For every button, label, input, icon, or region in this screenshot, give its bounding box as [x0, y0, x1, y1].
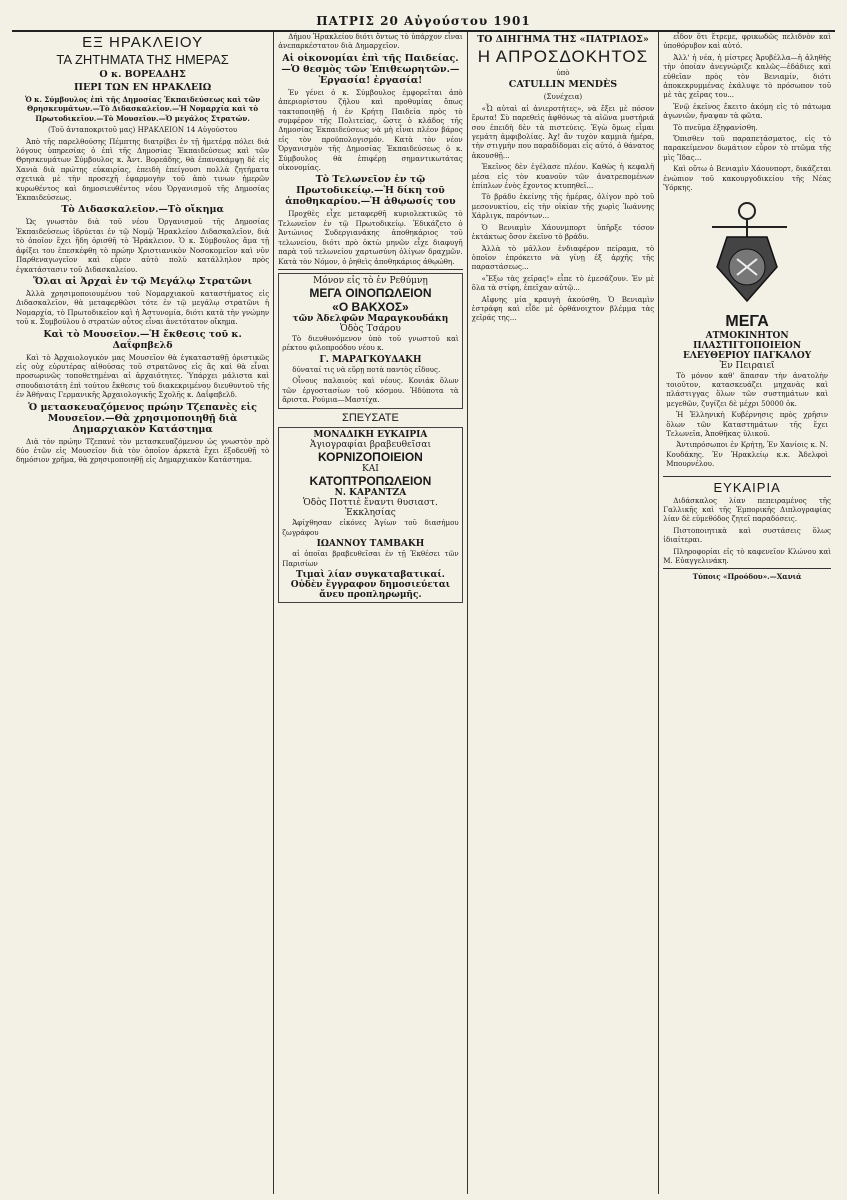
paragraph: Ἐνῷ ἐκεῖνος ἔκειτο ἀκόμη εἰς τὸ πάτωμα ἀγωνιῶν, ἤναψαν τὰ φῶτα.: [663, 101, 832, 121]
section-heading: Τὸ Διδασκαλεῖον.—Τὸ οἴκημα: [61, 204, 224, 216]
ad-body: Πιστοποιητικὰ καὶ συστάσεις ὅλως ἰδιαίτεραι.: [663, 525, 832, 545]
paragraph: «Ὦ αὐταὶ αἱ ἀνιεροτήτες», νὰ ἔξει μὲ πόσον ἔρωτα! Σὺ παρεθεὶς ἀφθόνως τὰ αἰῶνα μυστήριά σου ἐπειδὴ δὲν τὰ πιστεύεις. Ἐγὼ ὅμως εἶμαι γεμάτη ἀμφιβολίας. Ἀχ! ἂν τυχὸν καμμιὰ ἡμέρα, τὴν στιγμὴν που παραδίδομαι εἰς αὐτό, ὁ θάνατος ἀκουσθῇ...: [471, 103, 655, 160]
ad-line: ΕΛΕΥΘΕΡΙΟΥ ΠΑΓΚΑΛΟΥ: [683, 350, 812, 361]
story-author: CATULLIN MENDÈS: [508, 79, 618, 91]
ad-body: αἱ ὁποῖαι βραβευθεῖσαι ἐν τῇ Ἐκθέσει τῶν Παρισίων: [282, 549, 459, 568]
ad-line: Ὁδὸς Τσάρου: [339, 323, 401, 334]
printer-line: Τύποις «Προόδου».—Χανιά: [692, 572, 802, 582]
continuation: (Συνέχεια): [543, 92, 583, 102]
section-heading: Ὁ μετασκευαζόμενος πρώην Τζεπανὲς εἰς Μουσεῖον.—Θὰ χρησιμοποιηθῇ διὰ Δημαρχιακὸν Κατάστημα: [28, 401, 257, 435]
paragraph: Τὸ πνεῦμα ἐξηφανίσθη.: [673, 122, 758, 132]
paragraph: Ἐκεῖνος δὲν ἐγέλασε πλέον. Καθὼς ἡ κεφαλὴ μέσα εἰς τὸν κυανοῦν τῶν ἀνατρεπομένων ἐπίπλων ἐνὸς ἔχοντος κτυπηθεῖ...: [471, 162, 655, 191]
ad-body: Οἶνους παλαιοὺς καὶ νέους. Κονιάκ ὅλων τῶν ἐργοστασίων τοῦ κόσμου. Ἡδύποτα τὰ ἄριστα. Ρούμια—Μαστίχα.: [282, 376, 459, 404]
opportunity-title: ΕΥΚΑΙΡΙΑ: [713, 479, 781, 495]
byline-label: ὑπὸ: [556, 68, 570, 77]
ad-title: ΜΕΓΑ: [725, 312, 769, 330]
ad-body: Ἡ Ἑλληνικὴ Κυβέρνησις πρὸς χρῆσιν ὅλων τῶν Καταστημάτων τῆς ἔχει Τελωνεῖα, Ἀποθῆκας ὑλικοῦ.: [666, 410, 829, 438]
scale-illustration-icon: [692, 197, 802, 307]
divider: [278, 269, 462, 270]
paragraph: Προχθὲς εἶχε μεταφερθῆ κυριολεκτικῶς τὸ Τελωνεῖον ἐν τῷ Πρωτοδικείῳ. Ἐδικάζετο ὁ Ἀντώνιος Συδεργιανάκης ἀποθηκάριος τοῦ τελωνείου, διότι πρὸ ὀκτὼ μηνῶν εἶχε διαφυγῆ παρὰ τοῦ τελωνείου χαρτωσύνη ὀλίγων δραχμῶν. Κατὰ τὸν Νόμον, ὁ ῥηθεὶς ἀποθηκάριος ἀθῳώθη.: [278, 209, 463, 266]
dateline: (Τοῦ ἀνταποκριτοῦ μας) ΗΡΑΚΛΕΙΟΝ 14 Αὐγούστου: [47, 125, 238, 135]
section-heading: Αἱ οἰκονομίαι ἐπὶ τῆς Παιδείας.—Ὁ θεσμὸς τῶν Ἐπιθεωρητῶν.—Ἐργασία! ἐργασία!: [281, 52, 460, 86]
ad-body: Τὸ διευθυνόμενον ὑπὸ τοῦ γνωστοῦ καὶ ρέκτου φιλοπροόδου νέου κ.: [282, 333, 459, 353]
column-1: [12, 32, 274, 1194]
column-3: [468, 32, 660, 1194]
ad-line: ΑΤΜΟΚΙΝΗΤΟΝ ΠΛΑΣΤΙΓΓΟΠΟΙΕΙΟΝ: [693, 330, 802, 351]
paragraph: Ὡς γνωστὸν διὰ τοῦ νέου Ὀργανισμοῦ τῆς Δημοσίας Ἐκπαιδεύσεως ἱδρύεται ἐν τῷ Νομῷ Ἡρακλείου Διδασκαλεῖον, διὰ τὸ ὁποῖον ἔχει ἤδη ὁρισθῆ τὸ Ἡράκλειον. Ὁ κ. Σύμβουλος ἅμα τῇ ἀφίξει του ἐπεσκέφθη τὸ πρώην Χριστιανικὸν Νοσοκομεῖον καὶ νῦν Παρθεναγωγεῖον καὶ εὗρεν αὐτὸ πολὺ κατάλληλον πρὸς ἐγκατάστασιν τοῦ Διδασκαλείου.: [16, 217, 270, 274]
paragraph: Ὁ Βενιαμὶν Χάουνμπορτ ὑπῆρξε τόσον ἐκτάκτως ὅσον ἐκεῖνο τὸ βράδυ.: [471, 222, 655, 242]
section-heading: Ὅλαι αἱ Ἀρχαὶ ἐν τῷ Μεγάλῳ Στρατῶνι: [33, 275, 253, 287]
paragraph: Αἴφνης μία κραυγὴ ἀκούσθη. Ὁ Βενιαμὶν ἐστράφη καὶ εἶδε μὲ ὀρθάνοιχτον βλέμμα τὰς χεῖράς της...: [471, 294, 655, 323]
column-1-kicker: ΕΞ ΗΡΑΚΛΕΙΟΥ: [82, 34, 204, 51]
ad-line: ΚΑΙ: [362, 464, 379, 475]
ad-title: ΚΑΤΟΠΤΡΟΠΩΛΕΙΟΝ: [309, 474, 432, 489]
ad-body: Ἀφίχθησαν εἰκόνες Ἁγίων τοῦ διασήμου ζωγράφου: [282, 518, 459, 537]
paragraph: Ἀλλὰ τὸ μᾶλλον ἐνδιαφέρον πείραμα, τὸ ὁποῖον ἐπρόκειτο νὰ γίνῃ ἐξ ἀρχῆς τῆς παραστάσεως...: [471, 243, 655, 272]
paragraph: «Ἔξω τὰς χεῖρας!» εἶπε τὸ ἐμεσάζουν. Ἐν μὲ ὅλα τὰ στίφη, ἐπεῖχαν αὐτῷ...: [471, 273, 655, 293]
ad-body: Ἀντιπρόσωποι ἐν Κρήτῃ, Ἐν Χανίοις κ. Ν. Κουδάκης. Ἐν Ἡρακλείῳ κ.κ. Ἀδελφοὶ Μπουρνέλου.: [666, 440, 829, 469]
column-4: [659, 32, 835, 1194]
wine-shop-ad: [278, 273, 462, 409]
ad-title: ΜΕΓΑ ΟΙΝΟΠΩΛΕΙΟΝ: [309, 285, 432, 300]
ad-line: Ἀγιογραφίαι βραβευθεῖσαι: [309, 440, 431, 451]
ad-line: Τιμαὶ λίαν συγκαταβατικαί.: [295, 569, 445, 580]
ad-line: Μόνον εἰς τὸ ἐν Ρεθύμνῃ: [313, 275, 428, 286]
ad-body: Πληροφορίαι εἰς τὸ καφενεῖον Κλώνου καὶ Μ. Εὐαγγελινάκη.: [663, 546, 832, 565]
paragraph: Ἀλλ' ἡ νέα, ἡ μίστρες Ἀρυβέλλα—ἡ ἀληθὴς τὴν ὁποίαν ἀνεγνώριζε καλῶς—ἐδάδιες καὶ εὐθεῖαν πρὸς τὸν Βενιαμίν, διότι ἀποκεκρυμμένας ἐκάλυψε τὸ πρόσωπον τοῦ μὲ τὰς χεῖρας του...: [663, 52, 832, 100]
divider: [663, 568, 831, 569]
story-title: Η ΑΠΡΟΣΔΟΚΗΤΟΣ: [477, 47, 649, 66]
paragraph: Ἀπὸ τῆς παρελθούσης Πέμπτης διατρίβει ἐν τῇ ἡμετέρᾳ πόλει διὰ λόγους ὑπηρεσίας ὁ ἐπὶ τῆς Δημοσίας Ἐκπαιδεύσεως καὶ τῶν Θρησκευμάτων Σύμβουλος κ. Ἀντ. Βορεάδης, θὰ ἐπανακάμψῃ δὲ εἰς Χανιὰ διὰ πρώτης εὐκαιρίας, ἐπειδὴ ἐπείγουσι πολλὰ ζητήματα σχετικὰ μὲ τὴν προσεχῆ ἐφαρμογὴν τοῦ ἀπὸ τινων ἡμερῶν κυρωθέντος καὶ δημοσιευθέντος νέου Ὀργανισμοῦ τῆς Δημοσίας Ἐκπαιδεύσεως.: [16, 136, 270, 203]
scale-factory-ad: [663, 311, 831, 473]
masthead: [12, 6, 835, 32]
ad-line: Ν. ΚΑΡΑΝΤΖΑ: [334, 488, 407, 499]
ad-body: Διδάσκαλος λίαν πεπειραμένος τῆς Γαλλικῆς καὶ τῆς Ἐμπορικῆς Διπλογραφίας λίαν δὲ εὐμεθόδος ζητεῖ παραδόσεις.: [663, 495, 832, 524]
ad-line: Ἐν Πειραιεῖ: [719, 360, 775, 371]
section-heading: Τὸ Τελωνεῖον ἐν τῷ Πρωτοδικείῳ.—Ἡ δίκη τοῦ ἀποθηκαρίου.—Ἡ ἀθῳωσίς του: [285, 174, 456, 208]
paragraph: εἶδον ὅτι ἔτρεμε, φρικωδῶς πελιδνὸν καὶ ὑποθόρυβον καὶ αὐτό.: [663, 32, 832, 51]
ad-body: δύναταί τις νὰ εὕρῃ ποτὰ παντὸς εἴδους.: [292, 364, 441, 374]
section-heading: Καὶ τὸ Μουσεῖον.—Ἡ ἔκθεσις τοῦ κ. Δαΐφπβελδ: [43, 328, 242, 351]
column-1-headline: ΤΑ ΖΗΤΗΜΑΤΑ ΤΗΣ ΗΜΕΡΑΣ: [56, 52, 229, 67]
ad-line: Οὐδὲν ἔγγραφον δημοσιεύεται ἄνευ προπληρωμῆς.: [290, 579, 451, 600]
column-1-subhead: Ο κ. ΒΟΡΕΑΔΗΣ: [99, 69, 186, 80]
column-3-kicker: ΤΟ ΔΙΗΓΗΜΑ ΤΗΣ «ΠΑΤΡΙΔΟΣ»: [477, 34, 649, 45]
frame-shop-ad: [278, 427, 462, 603]
ad-line: Γ. ΜΑΡΑΓΚΟΥΔΑΚΗ: [319, 354, 422, 365]
paragraph: Δήμου Ἡρακλείου διότι ὄντως τὸ ὑπάρχον εἶναι ἀνεπαρκέστατον διὰ Δημαρχεῖον.: [278, 32, 463, 51]
column-2: [274, 32, 467, 1194]
ad-name: «Ο ΒΑΚΧΟΣ»: [332, 299, 409, 314]
paragraph: Τὸ βράδυ ἐκείνης τῆς ἡμέρας, ὀλίγον πρὸ τοῦ μεσονυκτίου, εἰς τὴν οἰκίαν τῆς χωρὶς Ἰωάννης Χάρλιγκ, παρόντων...: [471, 192, 655, 221]
divider: [663, 476, 831, 477]
hurry-banner: ΣΠΕΥΣΑΤΕ: [342, 412, 399, 425]
paragraph: Καὶ οὕτω ὁ Βενιαμὶν Χάουνπορτ, δικάζεται ἐνώπιον τοῦ κακουργοδικείου τῆς Νέας Ὑόρκης.: [663, 164, 832, 193]
paragraph: Ἐν γένει ὁ κ. Σύμβουλος ἐμφορεῖται ἀπὸ ἀπεριορίστου ζήλου καὶ προθυμίας ὅπως τακτοποιηθῇ ἡ ἐν Κρήτῃ Παιδεία πρὸς τὸ συμφέρον τῆς Πολιτείας, ὥστε ὁ κλάδος τῆς Δημοσίας Ἐκπαιδεύσεως νὰ μὴ εἶναι πλέον βάρος εἰς τὸν προϋπολογισμόν. Κατὰ τὸν νέον Ὀργανισμὸν τῆς Δημοσίας Ἐκπαιδεύσεως ὁ κ. Σύμβουλος θὰ ἐπιφέρῃ σημαντικωτάτας οἰκονομίας.: [278, 87, 463, 173]
newspaper-page: [12, 6, 835, 1194]
ad-line: ΙΩΑΝΝΟΥ ΤΑΜΒΑΚΗ: [316, 539, 425, 550]
paragraph: Καὶ τὸ Ἀρχαιολογικὸν μας Μουσεῖον θὰ ἐγκατασταθῇ ὁριστικῶς εἰς οὐχ εὐρυτέρας αἰθούσας τοῦ στρατῶνος εἰς ἃς καὶ θὰ εἶναι προσωρινῶς τοποθετημέναι αἱ ἀρχαιότητες. Ὑπάρχει μάλιστα καὶ σπουδαιοτάτη ἐπὶ τούτου ἔκθεσις τοῦ διακεκριμένου διευθυντοῦ τῆς ἐν Ἀθήναις Γερμανικῆς Ἀρχαιολογικῆς Σχολῆς κ. Δαΐφπβελδ.: [16, 352, 270, 400]
summary: Ὁ κ. Σύμβουλος ἐπὶ τῆς Δημοσίας Ἐκπαιδεύσεως καὶ τῶν Θρησκευμάτων.—Τὸ Διδασκαλεῖον.—Ἡ Νομαρχία καὶ τὸ Πρωτοδικεῖον.—Τὸ Μουσεῖον.—Ὁ μεγάλος Στρατών.: [25, 95, 261, 123]
paragraph: Ὄπισθεν τοῦ παραπετάσματος, εἰς τὸ παρακείμενον δωμάτιον εὗρον τὸ πτῶμα τῆς μὶς Ἴδας...: [663, 134, 832, 162]
paragraph: Διὰ τὸν πρώην Τζεπανὲ τὸν μετασκευαζόμενον ὡς γνωστὸν πρὸ δύο ἐτῶν εἰς Μουσεῖον διὰ τὸν ὁποῖον ἀρκετὰ ἔχει ἐξοδευθῇ τὸ δημόσιον χρῆμα, θὰ χρησιμοποιηθῇ εἰς Δημαρχιακὸν Κατάστημα.: [16, 436, 270, 465]
ad-title: ΚΟΡΝΙΖΟΠΟΙΕΙΟΝ: [318, 450, 423, 465]
ad-line: Ὁδὸς Ποττιὲ ἔναντι θυσιαστ. Ἐκκλησίας: [303, 498, 438, 519]
ad-body: Τὸ μόνον καθ' ἅπασαν τὴν ἀνατολὴν τοιοῦτον, κατασκευάζει μηχανὰς καὶ πλάστιγγας ὅλων τῶν συστημάτων καὶ μεγεθῶν, ζυγίζει δὲ μέχρι 50000 ὀκ.: [666, 370, 829, 408]
paragraph: Ἀλλὰ χρησιμοποιουμένου τοῦ Νομαρχιακοῦ καταστήματος εἰς Διδασκαλεῖον, θὰ μεταφερθῶσι τότε ἐν τῷ μεγάλῳ στρατῶνι ἡ Νομαρχία, τὸ Πρωτοδικεῖον καὶ ἡ Ἀστυνομία, διότι κατὰ τὴν γνώμην τοῦ κ. Συμβούλου ὁ στρατὼν οὗτος εἶναι ἀνετότατον οἴκημα.: [16, 288, 270, 327]
masthead-title: ΠΑΤΡΙΣ 20 Αὐγούστου 1901: [316, 14, 531, 28]
ad-line: ΜΟΝΑΔΙΚΗ ΕΥΚΑΙΡΙΑ: [313, 430, 428, 441]
column-1-subhead2: ΠΕΡΙ ΤΩΝ ΕΝ ΗΡΑΚΛΕΙΩ: [74, 82, 212, 93]
ad-line: τῶν Ἀδελφῶν Μαραγκουδάκη: [292, 313, 449, 324]
